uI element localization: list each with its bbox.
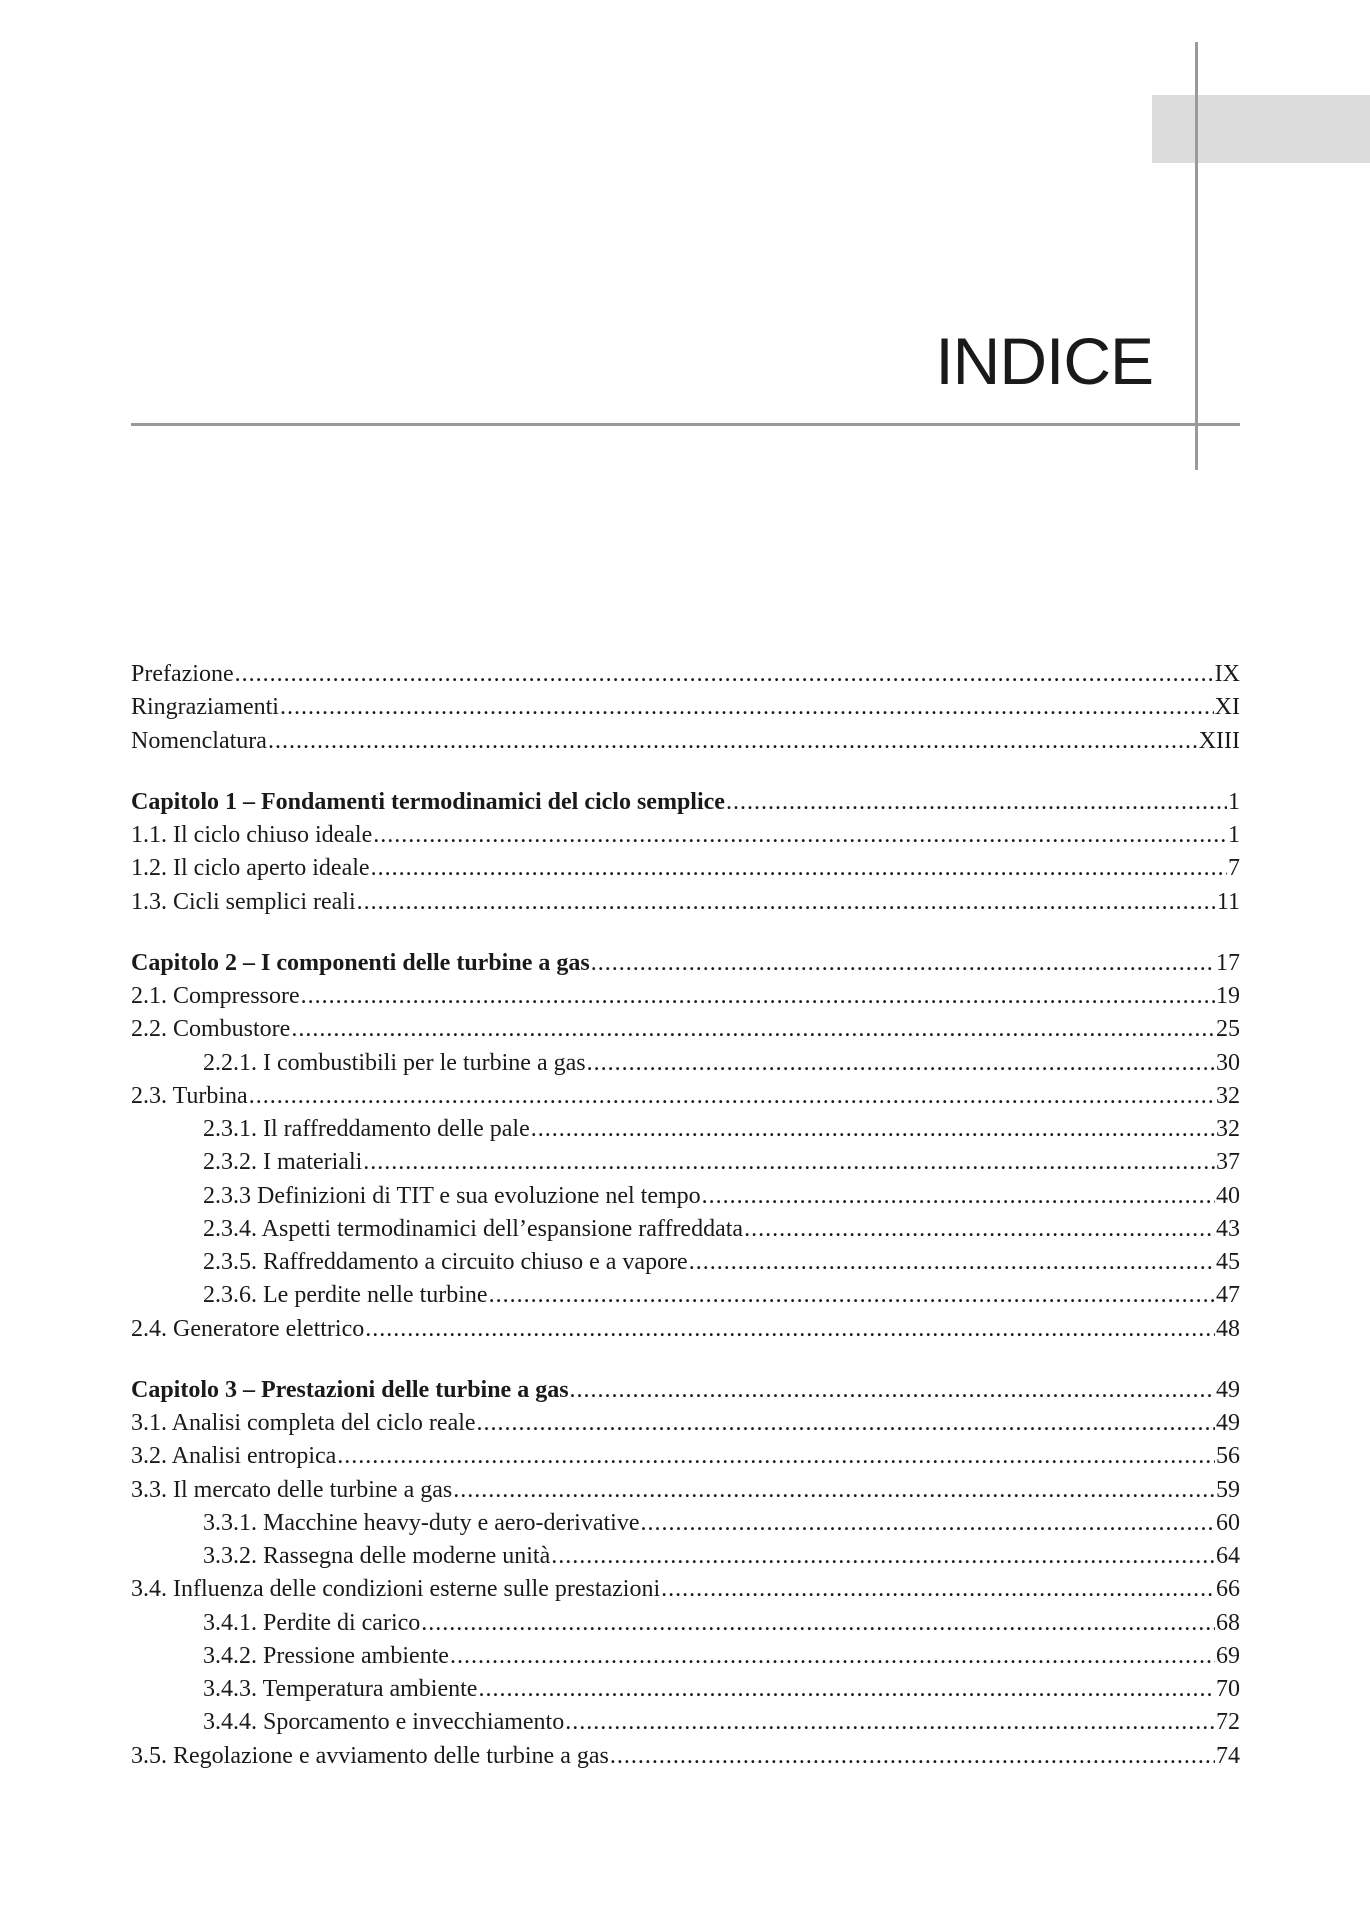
toc-chapter-entry bbox=[131, 947, 1240, 980]
toc-entry-page: 32 bbox=[1216, 1082, 1240, 1109]
toc-dot-leader bbox=[249, 1080, 1215, 1113]
toc-entry bbox=[131, 1080, 1240, 1113]
toc-entry bbox=[131, 1640, 1240, 1673]
toc-entry bbox=[131, 658, 1240, 691]
toc-entry-page: 69 bbox=[1216, 1642, 1240, 1669]
toc-dot-leader bbox=[570, 1374, 1215, 1407]
toc-entry bbox=[131, 1440, 1240, 1473]
toc-entry-page: 64 bbox=[1216, 1543, 1240, 1569]
toc-dot-leader bbox=[301, 980, 1215, 1013]
toc-entry-page: 40 bbox=[1216, 1182, 1240, 1209]
toc-dot-leader bbox=[661, 1573, 1215, 1606]
toc-entry bbox=[131, 1407, 1240, 1440]
toc-dot-leader bbox=[421, 1607, 1215, 1640]
toc-entry-label: Capitolo 3 – Prestazioni delle turbine a gas bbox=[131, 1376, 569, 1403]
toc-dot-leader bbox=[591, 947, 1215, 980]
corner-tab bbox=[1152, 95, 1370, 163]
toc-entry-page: 19 bbox=[1216, 983, 1240, 1009]
toc-dot-leader bbox=[565, 1706, 1215, 1739]
toc-entry-label: 3.4. Influenza delle condizioni esterne sulle prestazioni bbox=[131, 1576, 661, 1603]
toc-dot-leader bbox=[337, 1440, 1215, 1473]
toc-dot-leader bbox=[373, 819, 1227, 852]
page-title: INDICE bbox=[935, 324, 1153, 398]
toc-entry-label: 1.2. Il ciclo aperto ideale bbox=[131, 855, 370, 882]
toc-dot-leader bbox=[450, 1640, 1215, 1673]
toc-dot-leader bbox=[531, 1113, 1215, 1146]
toc-dot-leader bbox=[280, 691, 1214, 724]
toc-entry-label: 3.1. Analisi completa del ciclo reale bbox=[131, 1410, 476, 1436]
toc-entry-label: 1.3. Cicli semplici reali bbox=[131, 888, 356, 915]
toc-entry bbox=[131, 1740, 1240, 1773]
toc-dot-leader bbox=[268, 725, 1198, 758]
toc-entry-page: 56 bbox=[1216, 1443, 1240, 1470]
toc-entry-page: 66 bbox=[1216, 1576, 1240, 1603]
toc-entry bbox=[131, 886, 1240, 919]
toc-entry-page: 70 bbox=[1216, 1676, 1240, 1702]
toc-entry-label: 2.2. Combustore bbox=[131, 1016, 291, 1043]
toc-entry bbox=[131, 1540, 1240, 1573]
toc-entry-label: Ringraziamenti bbox=[131, 694, 279, 721]
toc-dot-leader bbox=[551, 1540, 1215, 1573]
toc-entry-page: 49 bbox=[1216, 1410, 1240, 1436]
toc-entry bbox=[131, 1507, 1240, 1540]
toc-dot-leader bbox=[365, 1313, 1215, 1346]
toc-entry-label: 1.1. Il ciclo chiuso ideale bbox=[131, 822, 373, 848]
toc-entry-label: 2.3.4. Aspetti termodinamici dell’espansione raffreddata bbox=[203, 1215, 744, 1242]
toc-entry-label: 3.2. Analisi entropica bbox=[131, 1443, 337, 1470]
toc-dot-leader bbox=[478, 1673, 1215, 1706]
toc-entry-label: 2.1. Compressore bbox=[131, 983, 300, 1009]
toc-entry-page: 72 bbox=[1216, 1709, 1240, 1736]
toc-entry-label: Prefazione bbox=[131, 661, 234, 687]
toc-entry-label: 3.3.1. Macchine heavy-duty e aero-derivative bbox=[203, 1509, 640, 1536]
toc-entry bbox=[131, 1180, 1240, 1213]
toc-entry-page: 37 bbox=[1216, 1149, 1240, 1176]
toc-entry bbox=[131, 1607, 1240, 1640]
toc-entry-label: 2.4. Generatore elettrico bbox=[131, 1315, 365, 1342]
toc-entry-page: 74 bbox=[1216, 1742, 1240, 1769]
toc-entry bbox=[131, 1706, 1240, 1739]
horizontal-rule bbox=[131, 423, 1240, 426]
toc-entry-page: 17 bbox=[1216, 949, 1240, 976]
toc-entry-page: 7 bbox=[1228, 855, 1240, 882]
toc-entry-label: 2.3.6. Le perdite nelle turbine bbox=[203, 1282, 488, 1309]
toc-entry-page: 1 bbox=[1228, 822, 1240, 848]
toc-entry-label: 3.4.2. Pressione ambiente bbox=[203, 1642, 449, 1669]
toc-entry bbox=[131, 819, 1240, 852]
toc-entry bbox=[131, 1313, 1240, 1346]
toc-dot-leader bbox=[235, 658, 1214, 691]
toc-entry bbox=[131, 1213, 1240, 1246]
toc-dot-leader bbox=[489, 1279, 1215, 1312]
toc-entry bbox=[131, 1573, 1240, 1606]
toc-entry-page: IX bbox=[1214, 661, 1240, 687]
vertical-rule bbox=[1195, 42, 1198, 470]
toc-entry bbox=[131, 852, 1240, 885]
toc-dot-leader bbox=[477, 1407, 1215, 1440]
toc-entry bbox=[131, 980, 1240, 1013]
toc-entry-page: 60 bbox=[1216, 1509, 1240, 1536]
toc-entry-label: Capitolo 1 – Fondamenti termodinamici del ciclo semplice bbox=[131, 788, 725, 815]
toc-entry-page: 11 bbox=[1216, 888, 1240, 915]
toc-entry bbox=[131, 1013, 1240, 1046]
toc-dot-leader bbox=[726, 786, 1227, 819]
toc-entry-page: XIII bbox=[1198, 727, 1240, 754]
toc-entry-label: 3.4.3. Temperatura ambiente bbox=[203, 1676, 478, 1702]
toc-entry-page: 49 bbox=[1216, 1376, 1240, 1403]
toc-chapter-entry bbox=[131, 1374, 1240, 1407]
toc-chapter-entry bbox=[131, 786, 1240, 819]
toc-entry bbox=[131, 1047, 1240, 1080]
toc-entry-page: 1 bbox=[1228, 788, 1240, 815]
toc-entry-label: 2.3.2. I materiali bbox=[203, 1149, 363, 1176]
toc-entry bbox=[131, 1146, 1240, 1179]
toc-dot-leader bbox=[640, 1507, 1215, 1540]
toc-entry-page: XI bbox=[1214, 694, 1240, 721]
toc-entry-page: 45 bbox=[1216, 1249, 1240, 1275]
toc-entry bbox=[131, 1673, 1240, 1706]
toc-entry-label: 2.3. Turbina bbox=[131, 1082, 248, 1109]
toc-dot-leader bbox=[363, 1146, 1215, 1179]
toc-entry-page: 48 bbox=[1216, 1315, 1240, 1342]
toc-entry-page: 30 bbox=[1216, 1049, 1240, 1076]
toc-dot-leader bbox=[291, 1013, 1215, 1046]
toc-entry bbox=[131, 1279, 1240, 1312]
toc-dot-leader bbox=[689, 1246, 1215, 1279]
toc-entry bbox=[131, 1474, 1240, 1507]
toc-entry-label: 3.4.1. Perdite di carico bbox=[203, 1609, 421, 1636]
toc-entry-label: Capitolo 2 – I componenti delle turbine a gas bbox=[131, 949, 590, 976]
toc-dot-leader bbox=[702, 1180, 1215, 1213]
toc-entry-label: 3.4.4. Sporcamento e invecchiamento bbox=[203, 1709, 565, 1736]
toc-entry-page: 59 bbox=[1216, 1476, 1240, 1503]
toc-entry-label: 3.5. Regolazione e avviamento delle turbine a gas bbox=[131, 1742, 609, 1769]
toc-entry-label: 3.3.2. Rassegna delle moderne unità bbox=[203, 1543, 551, 1569]
toc-dot-leader bbox=[744, 1213, 1215, 1246]
toc-entry-page: 68 bbox=[1216, 1609, 1240, 1636]
toc-entry bbox=[131, 1246, 1240, 1279]
toc-entry bbox=[131, 691, 1240, 724]
toc-dot-leader bbox=[453, 1474, 1215, 1507]
toc-entry-label: 2.2.1. I combustibili per le turbine a gas bbox=[203, 1049, 586, 1076]
toc-dot-leader bbox=[610, 1740, 1215, 1773]
table-of-contents bbox=[131, 658, 1240, 1773]
toc-entry-label: 2.3.3 Definizioni di TIT e sua evoluzione nel tempo bbox=[203, 1182, 701, 1209]
toc-entry-page: 47 bbox=[1216, 1282, 1240, 1309]
toc-entry-label: Nomenclatura bbox=[131, 727, 267, 754]
toc-entry-label: 2.3.5. Raffreddamento a circuito chiuso e a vapore bbox=[203, 1249, 688, 1275]
toc-entry-label: 3.3. Il mercato delle turbine a gas bbox=[131, 1476, 453, 1503]
toc-entry-page: 43 bbox=[1216, 1215, 1240, 1242]
toc-entry bbox=[131, 1113, 1240, 1146]
toc-dot-leader bbox=[357, 886, 1216, 919]
toc-entry-label: 2.3.1. Il raffreddamento delle pale bbox=[203, 1116, 530, 1142]
toc-entry-page: 25 bbox=[1216, 1016, 1240, 1043]
toc-entry-page: 32 bbox=[1216, 1116, 1240, 1142]
toc-dot-leader bbox=[587, 1047, 1215, 1080]
toc-dot-leader bbox=[371, 852, 1227, 885]
toc-entry bbox=[131, 725, 1240, 758]
